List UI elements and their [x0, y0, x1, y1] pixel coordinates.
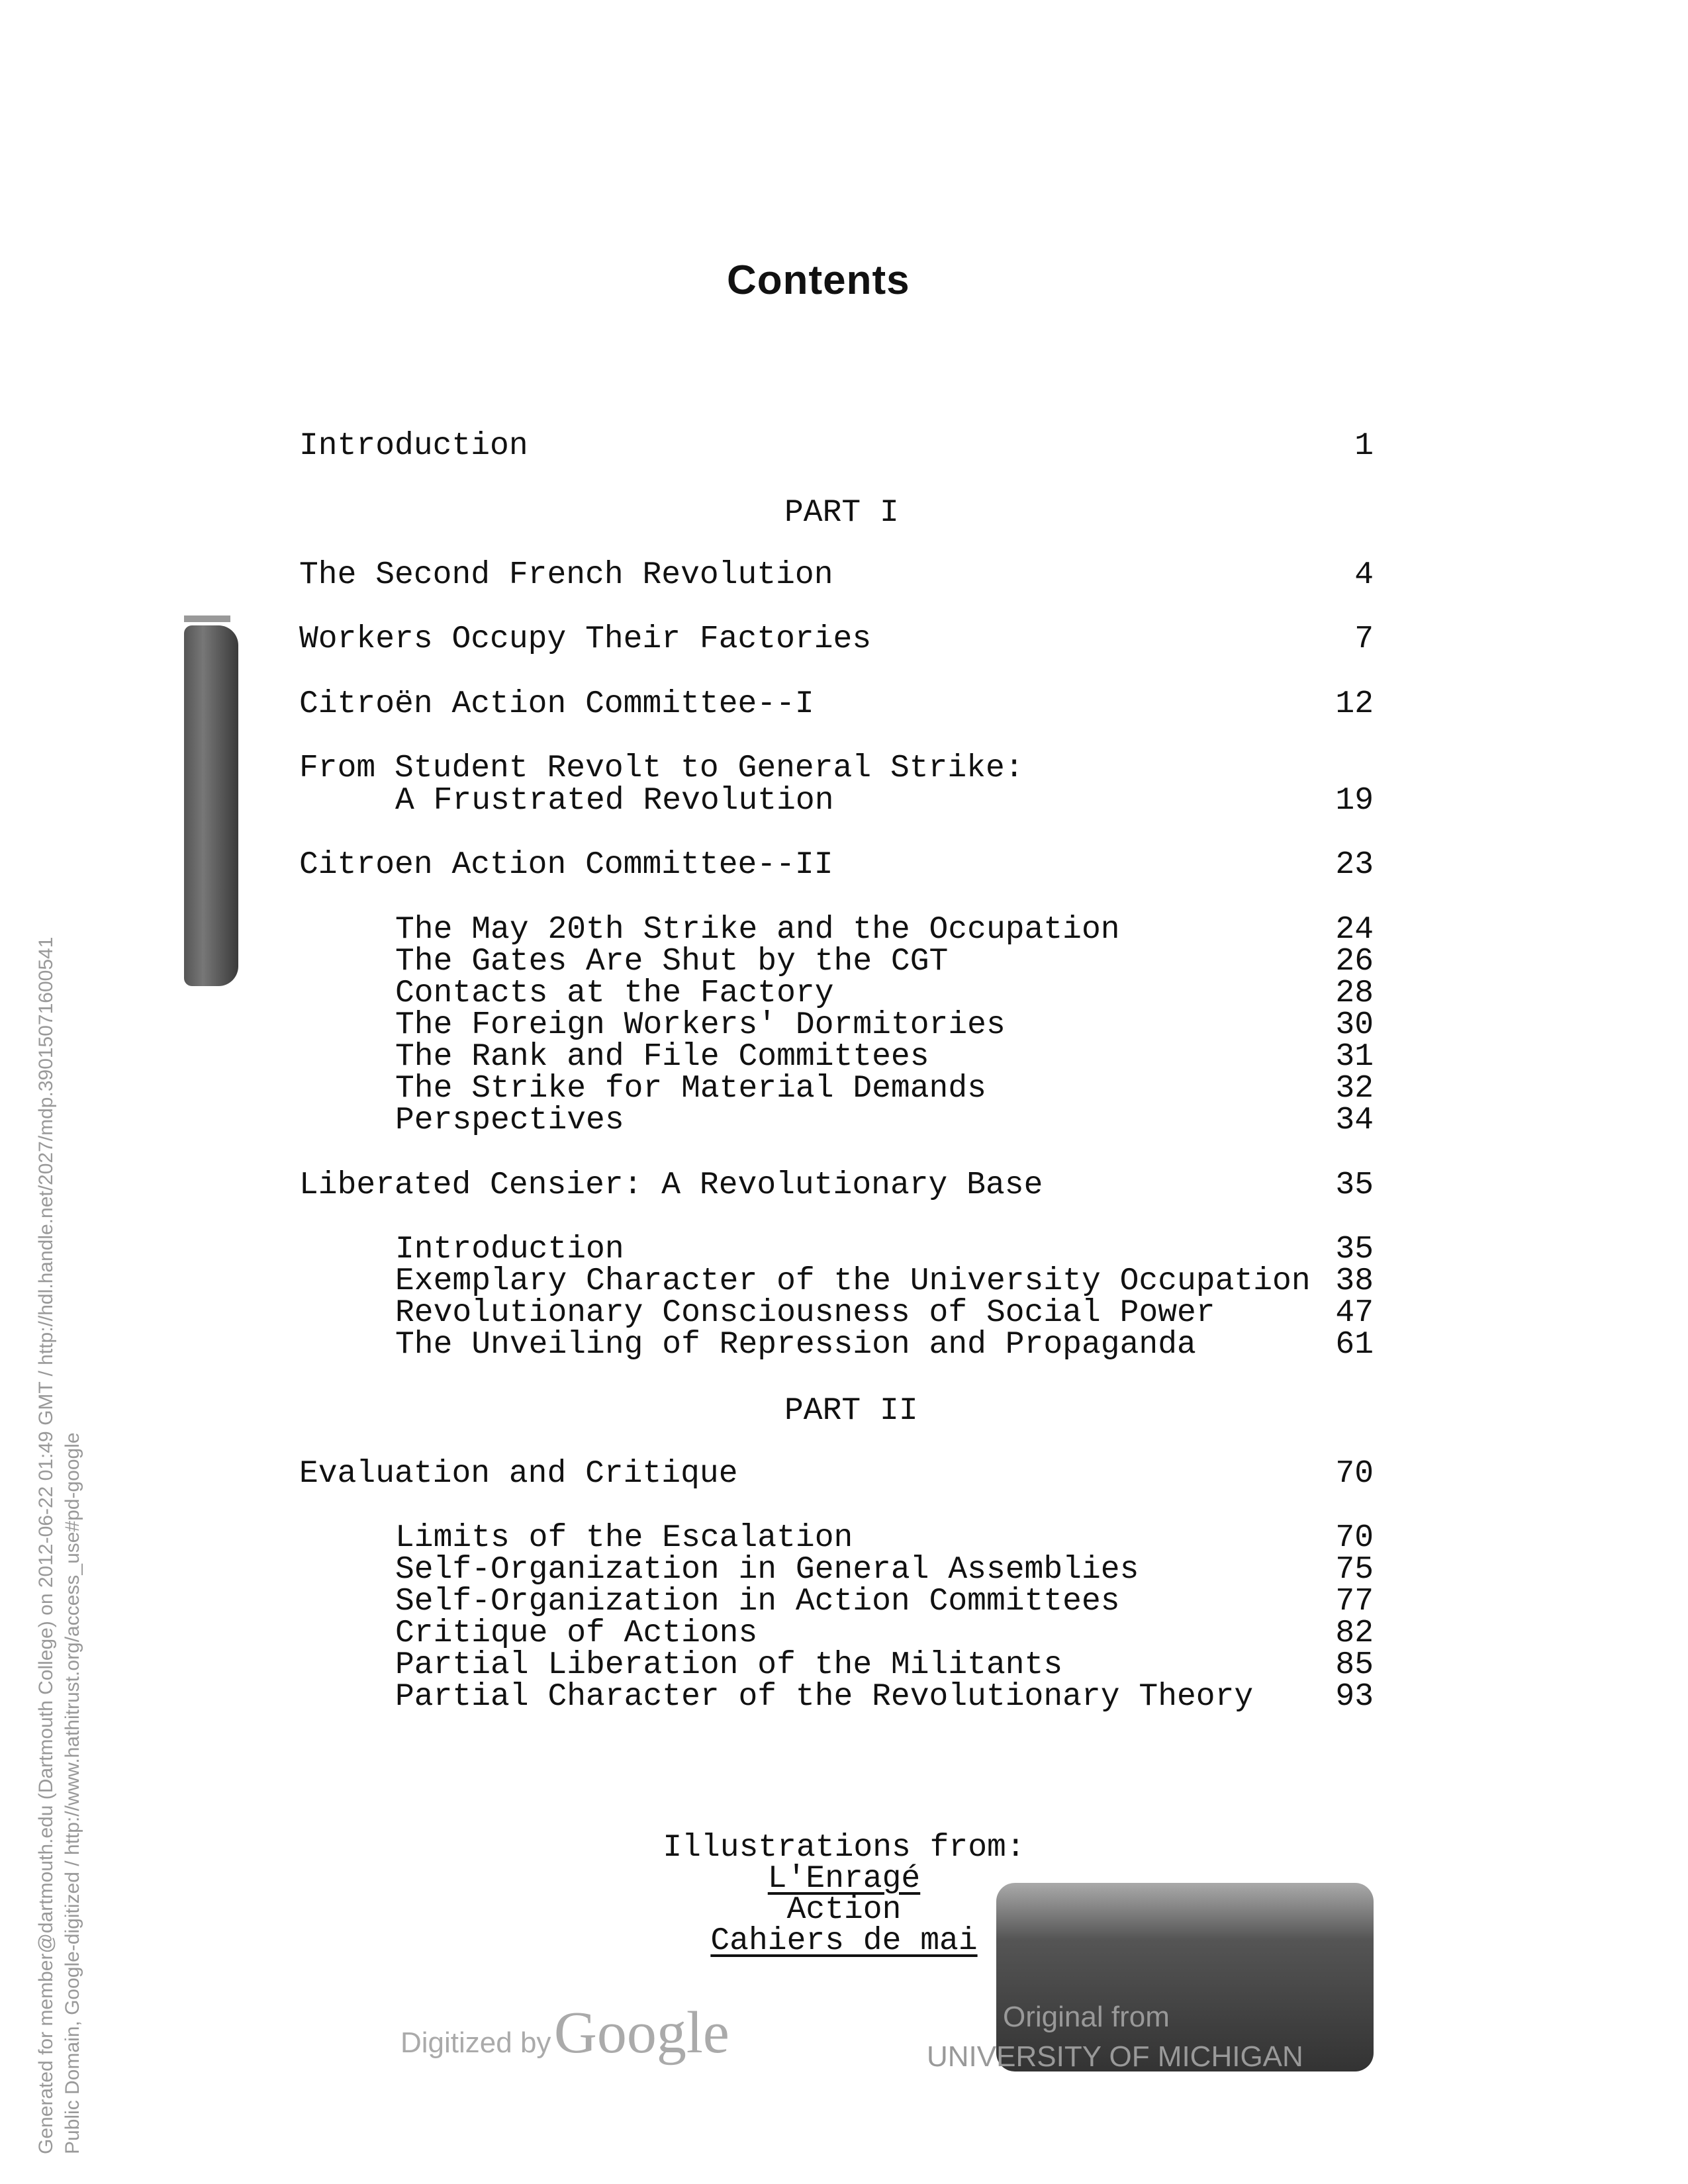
toc-subpage-5-4: 30	[1335, 1007, 1374, 1043]
toc-entry-4-continued: A Frustrated Revolution	[395, 783, 834, 819]
toc-page-3: 12	[1335, 686, 1374, 722]
illustrations-source-3: Cahiers de mai	[710, 1923, 978, 1959]
toc-subentry-7-5: Partial Liberation of the Militants	[395, 1647, 1063, 1683]
digitized-by-google-watermark: Digitized by Google	[400, 2000, 729, 2066]
toc-entry-4: From Student Revolt to General Strike:	[299, 751, 1024, 786]
toc-subpage-5-5: 31	[1335, 1039, 1374, 1075]
toc-entry-5: Citroen Action Committee--II	[299, 847, 833, 883]
toc-subpage-7-4: 82	[1335, 1615, 1374, 1651]
toc-subentry-5-7: Perspectives	[395, 1103, 624, 1138]
toc-subentry-5-1: The May 20th Strike and the Occupation	[395, 912, 1120, 948]
toc-subpage-7-5: 85	[1335, 1647, 1374, 1683]
toc-subentry-7-4: Critique of Actions	[395, 1615, 758, 1651]
toc-subpage-5-1: 24	[1335, 912, 1374, 948]
toc-page-6: 35	[1335, 1167, 1374, 1203]
toc-entry-3: Citroën Action Committee--I	[299, 686, 814, 722]
toc-subpage-6-1: 35	[1335, 1232, 1374, 1267]
toc-subentry-5-6: The Strike for Material Demands	[395, 1071, 986, 1107]
toc-subpage-5-6: 32	[1335, 1071, 1374, 1107]
toc-subentry-7-3: Self-Organization in Action Committees	[395, 1584, 1120, 1619]
toc-entry-6: Liberated Censier: A Revolutionary Base	[299, 1167, 1043, 1203]
toc-subentry-6-1: Introduction	[395, 1232, 624, 1267]
toc-subentry-6-4: The Unveiling of Repression and Propaganda	[395, 1327, 1196, 1363]
toc-subpage-7-1: 70	[1335, 1520, 1374, 1556]
toc-subentry-7-6: Partial Character of the Revolutionary Theory	[395, 1679, 1254, 1715]
toc-page-5: 23	[1335, 847, 1374, 883]
illustrations-heading: Illustrations from:	[663, 1830, 1025, 1866]
toc-subpage-7-6: 93	[1335, 1679, 1374, 1715]
toc-subentry-7-2: Self-Organization in General Assemblies	[395, 1552, 1139, 1588]
toc-entry-2: Workers Occupy Their Factories	[299, 621, 872, 657]
toc-subpage-7-2: 75	[1335, 1552, 1374, 1588]
toc-subentry-7-1: Limits of the Escalation	[395, 1520, 853, 1556]
illustrations-source-2: Action	[786, 1892, 902, 1928]
toc-subentry-5-3: Contacts at the Factory	[395, 976, 834, 1011]
illustrations-source-1: L'Enragé	[767, 1861, 921, 1897]
scanned-page: Contents Introduction 1 PART I The Second French Revolution 4 Workers Occupy Their Factories 7 Citroën Action Committee--I 12 From Student Revolt to General Strike: A Frustrated Revolution 19 Citroen Action Committee--II 23 The May 20th Strike and the Occupation 24 The Gates Are Shut by the CGT 26 Contacts at the Factory 28 The Foreign Workers' Dormitories 30 The Rank and File Committees 31 The Strike for Material Demands 32 Perspectives 34 Liberated Censier: A Revolutionary Base 35 Introduction 35 Exemplary Character of the University Occupation 38 Revolutionary Consciousness of Social Power 47 The Unveiling of Repression and Propaganda 61 PART II Evaluation and Critique 70 Limits of the Escalation 70 Self-Organization in General Assemblies 75 Self-Organization in Action Committees 77 Critique of Actions 82 Partial Liberation of the Militants 85 Partial Character of the Revolutionary Theory 93 Illustrations from: L'Enragé Action Cahiers de mai Digitized by Google Original from UNIVERSITY OF MICHIGAN Generated for member@dartmouth.edu (Dartmouth College) on 2012-06-22 01:49 GMT / http://hdl.handle.net/2027/mdp.39015071600541 Public Domain, Google-digitized / http://www.hathitrust.org/access_use#pd-google	[0, 0, 1688, 2184]
toc-subentry-5-4: The Foreign Workers' Dormitories	[395, 1007, 1006, 1043]
part-heading-2: PART II	[784, 1393, 918, 1429]
toc-subpage-6-3: 47	[1335, 1295, 1374, 1331]
toc-subpage-6-4: 61	[1335, 1327, 1374, 1363]
toc-subpage-5-7: 34	[1335, 1103, 1374, 1138]
part-heading-1: PART I	[784, 495, 899, 531]
toc-page-1: 4	[1354, 557, 1374, 593]
toc-entry-1: The Second French Revolution	[299, 557, 833, 593]
toc-subpage-6-2: 38	[1335, 1263, 1374, 1299]
toc-subpage-5-2: 26	[1335, 944, 1374, 979]
toc-page-4: 19	[1335, 783, 1374, 819]
page-title: Contents	[727, 257, 910, 303]
hathitrust-side-metadata: Generated for member@dartmouth.edu (Dartmouth College) on 2012-06-22 01:49 GMT / http://hdl.handle.net/2027/mdp.39015071600541 Public Domain, Google-digitized / http://www.hathitrust.org/access_use#pd-google	[35, 936, 83, 2154]
toc-entry-introduction: Introduction	[299, 428, 528, 464]
toc-subentry-5-5: The Rank and File Committees	[395, 1039, 929, 1075]
toc-subentry-6-3: Revolutionary Consciousness of Social Power	[395, 1295, 1215, 1331]
toc-subpage-5-3: 28	[1335, 976, 1374, 1011]
toc-page-2: 7	[1354, 621, 1374, 657]
toc-subpage-7-3: 77	[1335, 1584, 1374, 1619]
toc-subentry-6-2: Exemplary Character of the University Occupation	[395, 1263, 1311, 1299]
toc-page-7: 70	[1335, 1456, 1374, 1492]
toc-page-introduction: 1	[1354, 428, 1374, 464]
toc-entry-7: Evaluation and Critique	[299, 1456, 738, 1492]
toc-subentry-5-2: The Gates Are Shut by the CGT	[395, 944, 949, 979]
